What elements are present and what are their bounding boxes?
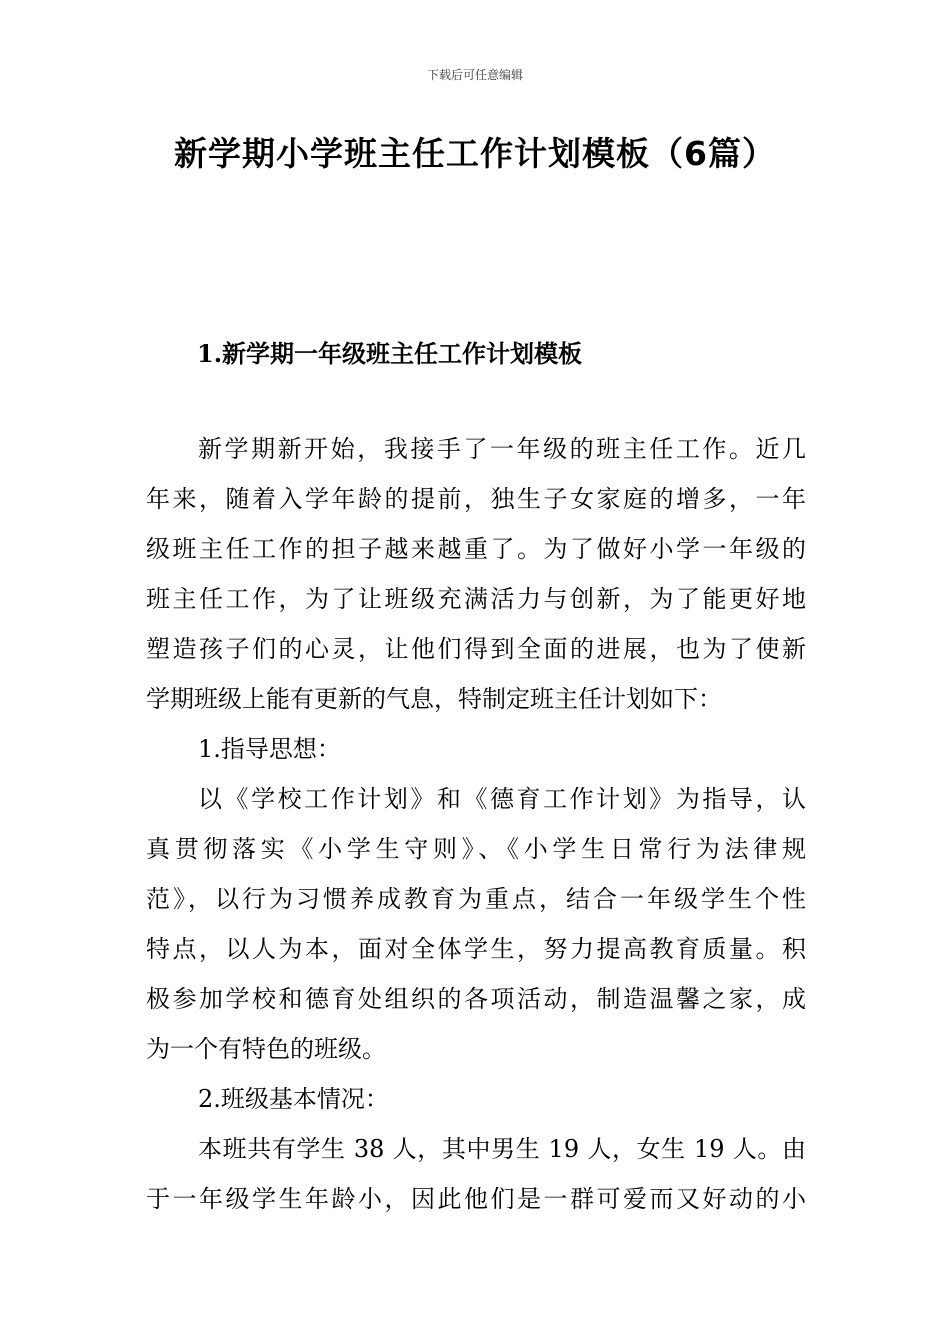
subheading-guiding-ideology: 1.指导思想： xyxy=(198,735,341,763)
body-line: 级班主任工作的担子越来越重了。为了做好小学一年级的 xyxy=(146,535,806,563)
body-line: 班主任工作，为了让班级充满活力与创新，为了能更好地 xyxy=(146,585,806,613)
body-line: 本班共有学生 38 人，其中男生 19 人，女生 19 人。由 xyxy=(198,1135,806,1163)
body-line: 真贯彻落实《小学生守则》、《小学生日常行为法律规 xyxy=(146,835,806,863)
subheading-class-situation: 2.班级基本情况： xyxy=(198,1085,389,1113)
body-line: 塑造孩子们的心灵，让他们得到全面的进展，也为了使新 xyxy=(146,635,806,663)
body-line: 特点，以人为本，面对全体学生，努力提高教育质量。积 xyxy=(146,935,806,963)
body-text xyxy=(146,424,806,1224)
body-line: 为一个有特色的班级。 xyxy=(146,1035,386,1063)
document-title: 新学期小学班主任工作计划模板（6篇） xyxy=(174,134,776,173)
body-line: 以《学校工作计划》和《德育工作计划》为指导，认 xyxy=(198,785,806,813)
body-line: 于一年级学生年龄小，因此他们是一群可爱而又好动的小 xyxy=(146,1185,806,1213)
body-line: 新学期新开始，我接手了一年级的班主任工作。近几 xyxy=(198,435,806,463)
body-line: 极参加学校和德育处组织的各项活动，制造温馨之家，成 xyxy=(146,985,806,1013)
body-line: 年来，随着入学年龄的提前，独生子女家庭的增多，一年 xyxy=(146,485,806,513)
header-note: 下载后可任意编辑 xyxy=(426,68,523,82)
body-line: 范》，以行为习惯养成教育为重点，结合一年级学生个性 xyxy=(146,885,806,913)
body-line: 学期班级上能有更新的气息，特制定班主任计划如下： xyxy=(146,685,722,713)
section-heading: 1.新学期一年级班主任工作计划模板 xyxy=(197,339,583,368)
